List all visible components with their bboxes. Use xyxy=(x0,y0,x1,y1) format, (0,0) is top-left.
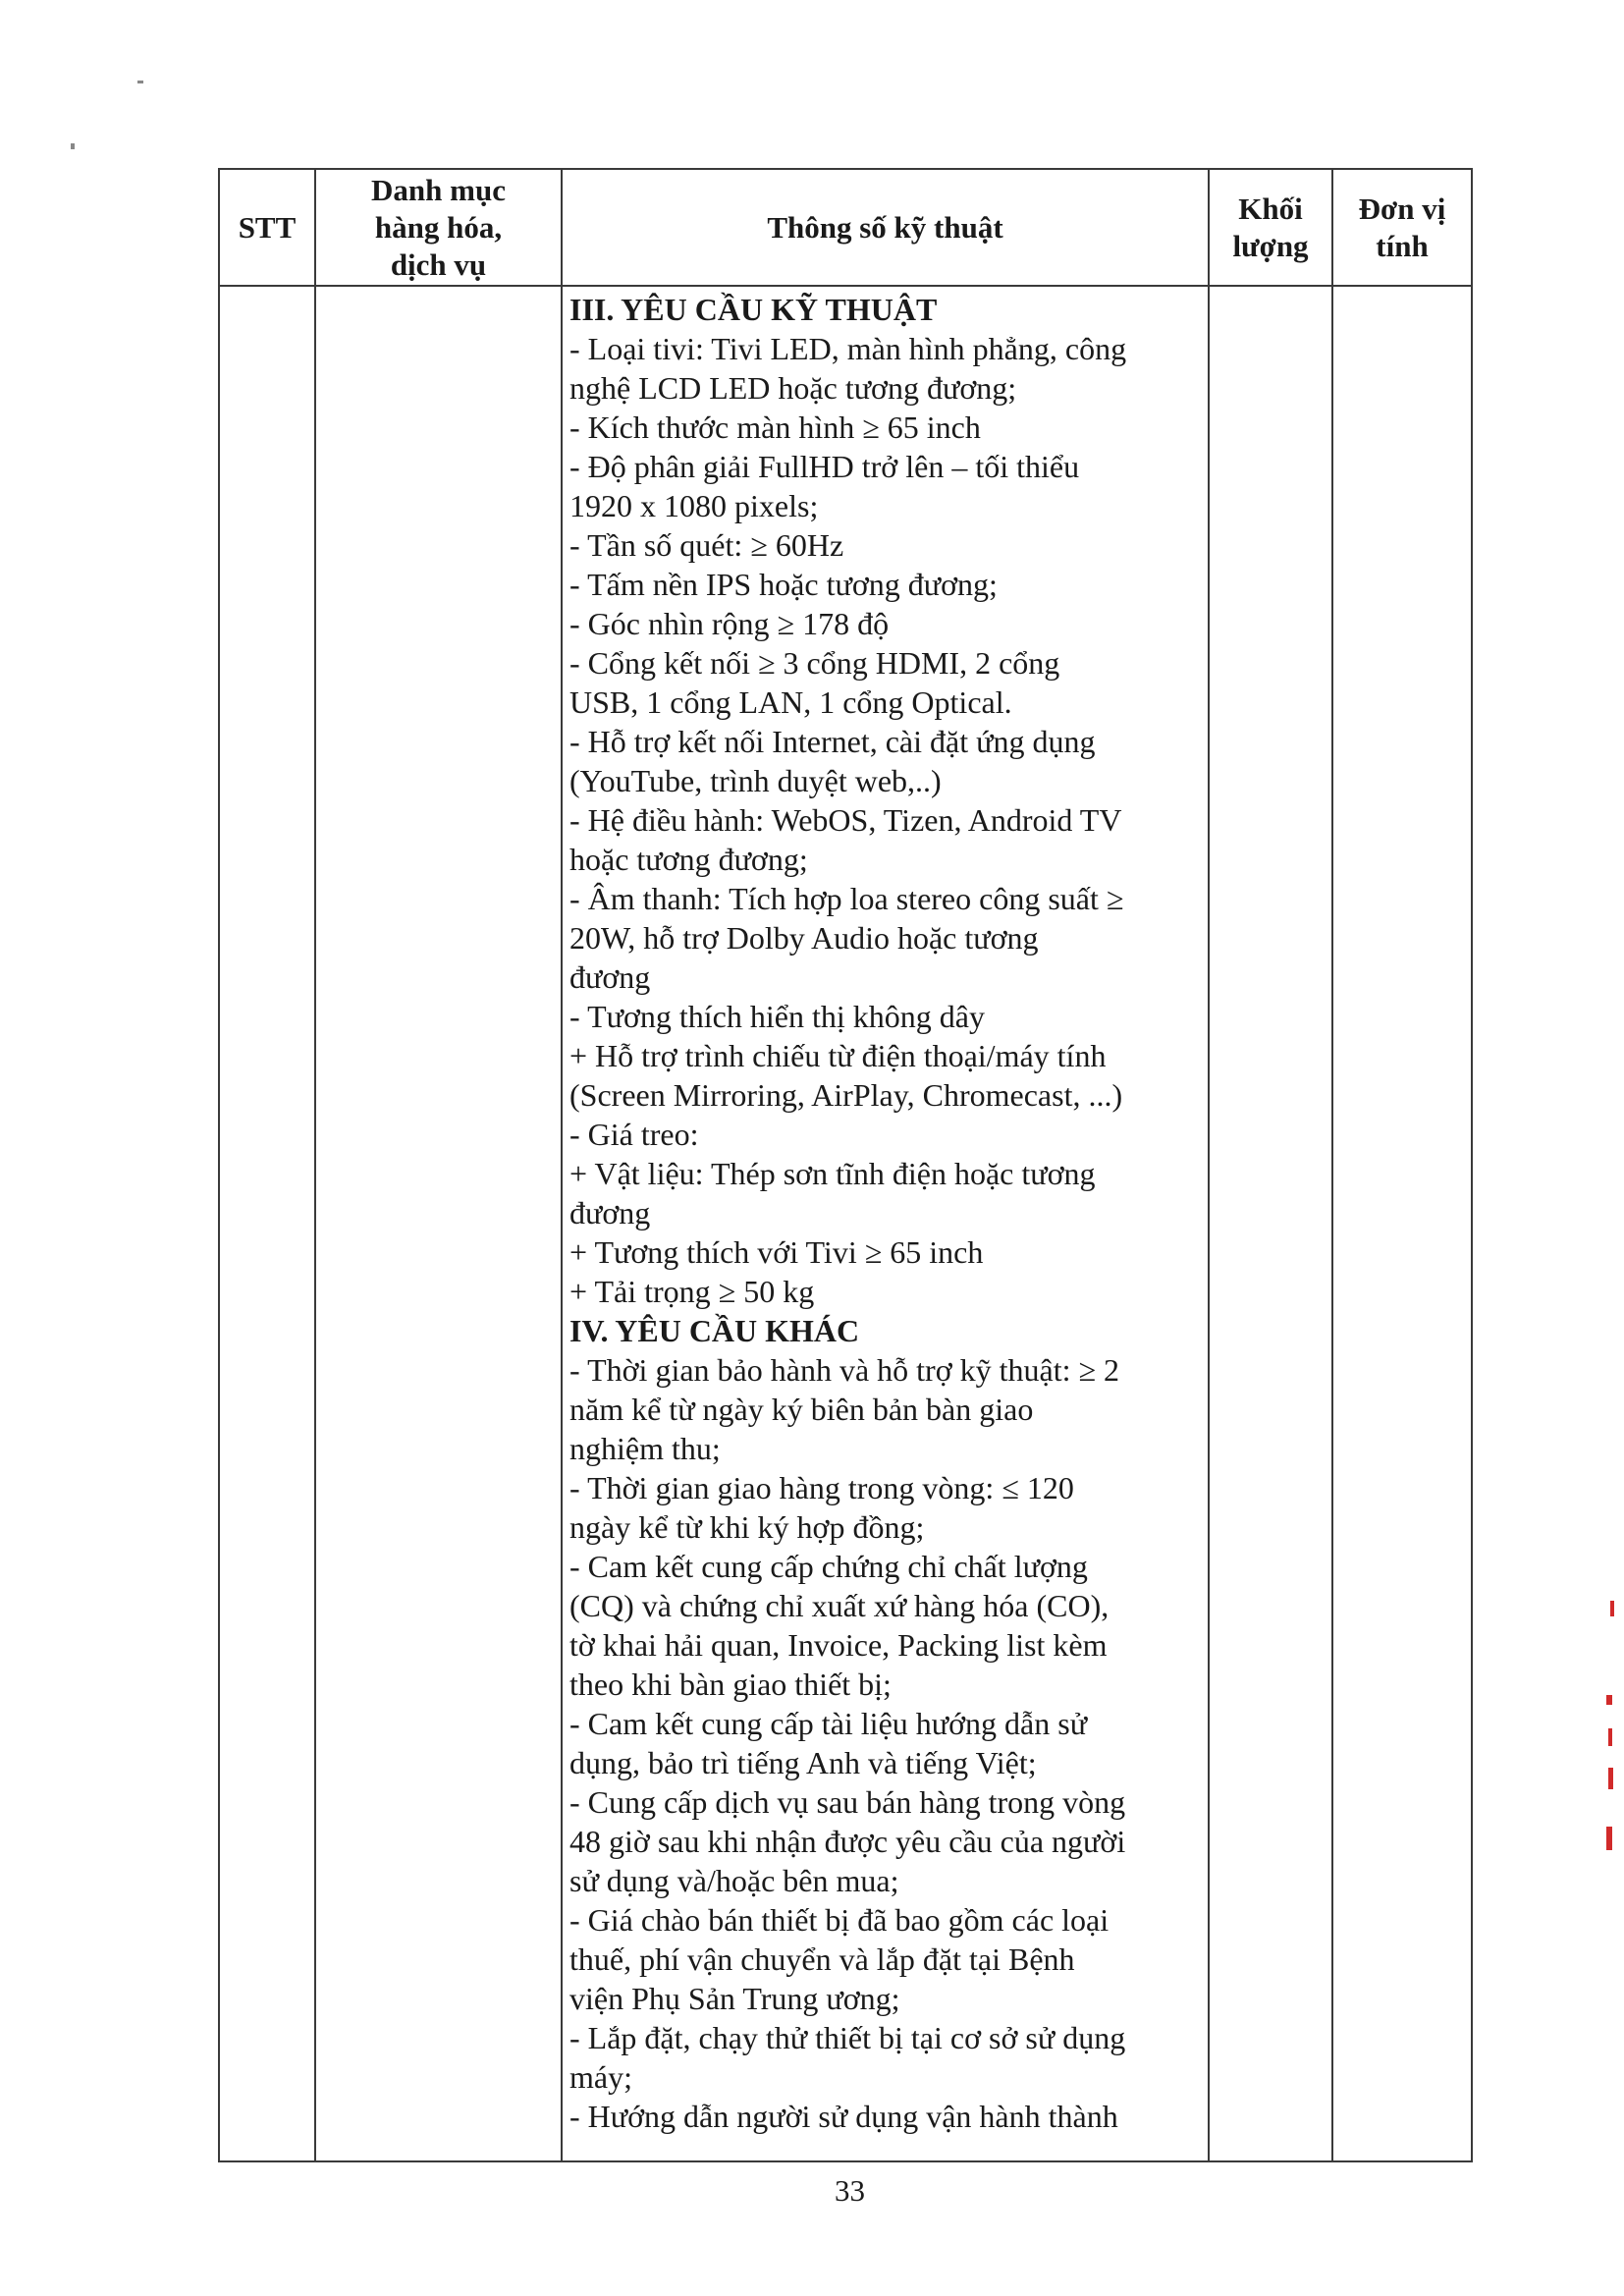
spec-line: nghệ LCD LED hoặc tương đương; xyxy=(569,370,1017,406)
spec-line: - Lắp đặt, chạy thử thiết bị tại cơ sở sử dụng xyxy=(569,2020,1126,2055)
spec-line: + Tải trọng ≥ 50 kg xyxy=(569,1274,815,1309)
spec-line: (Screen Mirroring, AirPlay, Chromecast, ...) xyxy=(569,1077,1123,1113)
spec-line: - Tấm nền IPS hoặc tương đương; xyxy=(569,567,998,602)
red-margin-mark xyxy=(1608,1768,1613,1789)
spec-line: - Hướng dẫn người sử dụng vận hành thành xyxy=(569,2099,1118,2134)
spec-line: - Cam kết cung cấp tài liệu hướng dẫn sử xyxy=(569,1706,1088,1741)
red-margin-mark xyxy=(1606,1695,1612,1705)
spec-line: - Thời gian giao hàng trong vòng: ≤ 120 xyxy=(569,1470,1074,1505)
spec-line: 1920 x 1080 pixels; xyxy=(569,488,819,523)
spec-line: đương xyxy=(569,1195,651,1230)
cell-stt xyxy=(219,286,315,2161)
spec-line: viện Phụ Sản Trung ương; xyxy=(569,1981,900,2016)
spec-line: tờ khai hải quan, Invoice, Packing list kèm xyxy=(569,1627,1108,1663)
spec-line: + Hỗ trợ trình chiếu từ điện thoại/máy tính xyxy=(569,1038,1107,1073)
scan-artifact xyxy=(137,81,143,83)
header-unit: Đơn vị tính xyxy=(1332,169,1472,286)
spec-line: đương xyxy=(569,959,651,995)
spec-line: - Tần số quét: ≥ 60Hz xyxy=(569,527,844,563)
scan-artifact xyxy=(71,143,75,149)
spec-line: + Vật liệu: Thép sơn tĩnh điện hoặc tương xyxy=(569,1156,1096,1191)
red-margin-mark xyxy=(1608,1728,1612,1746)
cell-quantity xyxy=(1209,286,1332,2161)
red-margin-mark xyxy=(1610,1601,1614,1616)
spec-line: - Hỗ trợ kết nối Internet, cài đặt ứng dụng xyxy=(569,724,1096,759)
section-heading: IV. YÊU CẦU KHÁC xyxy=(569,1313,860,1348)
spec-line: USB, 1 cổng LAN, 1 cổng Optical. xyxy=(569,684,1012,720)
table-header-row xyxy=(219,169,1472,286)
spec-line: - Cung cấp dịch vụ sau bán hàng trong vòng xyxy=(569,1784,1126,1820)
spec-line: - Tương thích hiển thị không dây xyxy=(569,999,985,1034)
spec-line: - Độ phân giải FullHD trở lên – tối thiểu xyxy=(569,449,1080,484)
spec-line: - Loại tivi: Tivi LED, màn hình phẳng, công xyxy=(569,331,1127,366)
spec-line: - Thời gian bảo hành và hỗ trợ kỹ thuật: ≥ 2 xyxy=(569,1352,1120,1388)
spec-line: 48 giờ sau khi nhận được yêu cầu của người xyxy=(569,1824,1126,1859)
spec-line: hoặc tương đương; xyxy=(569,842,808,877)
spec-content xyxy=(569,290,1198,2136)
spec-line: 20W, hỗ trợ Dolby Audio hoặc tương xyxy=(569,920,1039,956)
spec-line: máy; xyxy=(569,2059,632,2095)
spec-line: + Tương thích với Tivi ≥ 65 inch xyxy=(569,1234,984,1270)
spec-line: ngày kể từ khi ký hợp đồng; xyxy=(569,1509,925,1545)
spec-line: thuế, phí vận chuyển và lắp đặt tại Bệnh xyxy=(569,1941,1075,1977)
spec-line: - Kích thước màn hình ≥ 65 inch xyxy=(569,410,981,445)
cell-unit xyxy=(1332,286,1472,2161)
spec-line: năm kể từ ngày ký biên bản bàn giao xyxy=(569,1392,1034,1427)
spec-line: - Giá treo: xyxy=(569,1117,699,1152)
spec-line: - Âm thanh: Tích hợp loa stereo công suất ≥ xyxy=(569,881,1124,916)
spec-line: sử dụng và/hoặc bên mua; xyxy=(569,1863,899,1898)
page-number: 33 xyxy=(835,2173,865,2208)
spec-line: (CQ) và chứng chỉ xuất xứ hàng hóa (CO), xyxy=(569,1588,1110,1623)
header-stt: STT xyxy=(219,169,315,286)
cell-item xyxy=(315,286,562,2161)
spec-line: - Cam kết cung cấp chứng chỉ chất lượng xyxy=(569,1549,1088,1584)
spec-line: - Cổng kết nối ≥ 3 cổng HDMI, 2 cổng xyxy=(569,645,1060,681)
spec-line: nghiệm thu; xyxy=(569,1431,721,1466)
header-spec: Thông số kỹ thuật xyxy=(562,169,1209,286)
section-heading: III. YÊU CẦU KỸ THUẬT xyxy=(569,292,938,327)
spec-line: (YouTube, trình duyệt web,..) xyxy=(569,763,942,798)
header-item: Danh mục hàng hóa, dịch vụ xyxy=(315,169,562,286)
spec-line: theo khi bàn giao thiết bị; xyxy=(569,1667,892,1702)
spec-line: - Hệ điều hành: WebOS, Tizen, Android TV xyxy=(569,802,1122,838)
spec-line: - Giá chào bán thiết bị đã bao gồm các loại xyxy=(569,1902,1110,1938)
spec-line: dụng, bảo trì tiếng Anh và tiếng Việt; xyxy=(569,1745,1037,1780)
header-quantity: Khối lượng xyxy=(1209,169,1332,286)
red-margin-mark xyxy=(1606,1827,1612,1850)
spec-line: - Góc nhìn rộng ≥ 178 độ xyxy=(569,606,890,641)
